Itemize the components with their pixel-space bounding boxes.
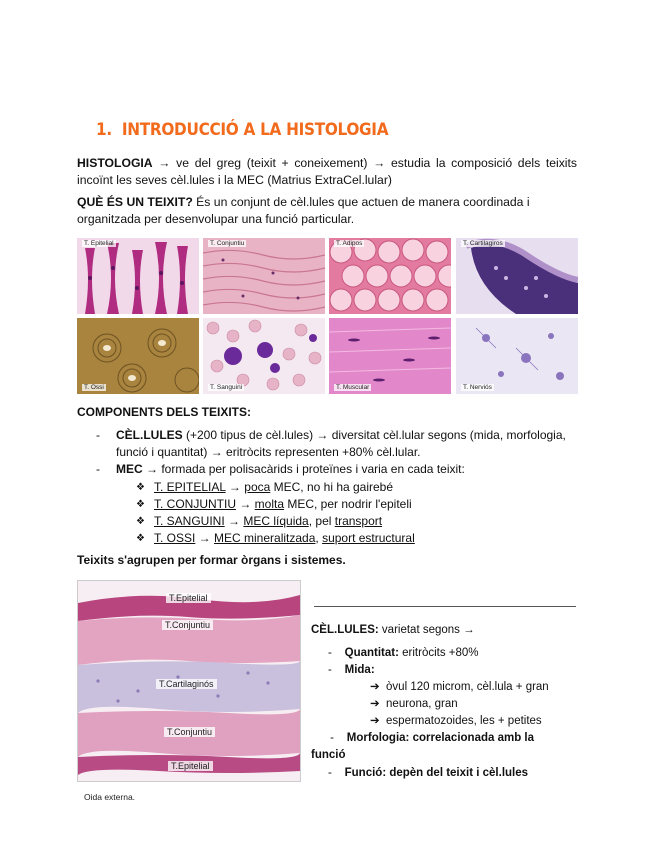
mida-subitem (370, 696, 458, 713)
teixit-definition (77, 194, 537, 228)
tissue-desc: MEC, no hi ha gairebé (270, 480, 394, 494)
divider-line (314, 606, 576, 607)
mida-term: Mida: (344, 664, 375, 676)
morfologia-item (311, 730, 556, 764)
figure-label: T.Cartilaginós (156, 679, 217, 689)
tissue-feature: molta (254, 497, 285, 511)
mec-tissue-list (136, 479, 574, 547)
arrow-bullet-icon: ➔ (370, 681, 387, 693)
arrow-text: → (236, 497, 255, 511)
figure-label: T.Epitelial (168, 761, 213, 771)
tissue-image-ossi (77, 318, 199, 394)
tissue-image-epitelial (77, 238, 199, 314)
epitelial-texture (77, 238, 199, 314)
ossi-texture (77, 318, 199, 394)
tissue-feature-2: suport estructural (322, 531, 415, 545)
diamond-bullet-icon: ❖ (136, 516, 145, 527)
funcio-text: Funció: depèn del teixit i cèl.lules (344, 767, 529, 779)
cells-heading-text: varietat segons → (378, 624, 475, 636)
tissue-image-cartilaginos (456, 238, 578, 314)
cartilaginos-texture (456, 238, 578, 314)
mida-subitem-text: òvul 120 microm, cèl.lula + gran (386, 681, 549, 693)
muscular-texture (329, 318, 451, 394)
mida-subitem-text: espermatozoides, les + petites (386, 715, 542, 727)
tissue-label: T. Nerviós (463, 384, 492, 391)
quantitat-term: Quantitat: (344, 647, 399, 659)
tissue-name: T. SANGUINI (154, 514, 225, 528)
tissue-image-nervios (456, 318, 578, 394)
cells-item (96, 427, 576, 461)
nervios-texture (456, 318, 578, 394)
cells-heading-term: CÈL.LULES: (311, 624, 379, 636)
dash-bullet: - (96, 428, 100, 442)
histologia-text: → ve del greg (teixit + coneixement) → estudia la composició dels teixits incoïnt les seves cèl.lules i la MEC (Matrius ExtraCel.lular) (77, 156, 577, 187)
mec-tissue-item (136, 513, 574, 530)
quantitat-item (328, 645, 479, 662)
tissue-label: T. Cartilagiros (463, 240, 503, 247)
figure-label: T.Conjuntiu (164, 727, 215, 737)
cells-term: CÈL.LULES (116, 428, 183, 442)
dash-bullet: - (96, 462, 100, 476)
arrow-text: → (225, 480, 245, 494)
components-heading: COMPONENTS DELS TEIXITS: (77, 405, 252, 419)
tissue-desc: MEC, per nodrir l'epiteli (284, 497, 412, 511)
tissue-label: T. Epitelial (84, 240, 114, 247)
section-title-text: INTRODUCCIÓ A LA HISTOLOGIA (121, 120, 389, 140)
arrow-text: → (224, 514, 244, 528)
dash-bullet: - (328, 767, 345, 779)
tissue-desc: , (315, 531, 323, 545)
figure-label: T.Conjuntiu (162, 620, 213, 630)
dash-bullet: - (328, 664, 345, 676)
tissue-image-adipos (329, 238, 451, 314)
teixit-text: És un conjunt de cèl.lules que actuen de manera coordinada i organitzada per desenvolupar una funció particular. (77, 195, 530, 226)
tissue-label: T. Sanguini (210, 384, 243, 391)
tissue-feature-2: transport (334, 514, 383, 528)
mec-tissue-item (136, 479, 574, 496)
mida-item (328, 662, 375, 679)
components-list (96, 427, 576, 478)
arrow-text: → (195, 531, 215, 545)
tissue-feature: MEC mineralitzada (214, 531, 316, 545)
mec-tissue-item (136, 496, 574, 513)
sanguini-texture (203, 318, 325, 394)
mec-text: → formada per polisacàrids i proteïnes i varia en cada teixit: (142, 462, 465, 476)
tissue-image-muscular (329, 318, 451, 394)
tissue-label: T. Conjuntiu (210, 240, 245, 247)
conjuntiu-texture (203, 238, 325, 314)
adipos-texture (329, 238, 451, 314)
dash-bullet: - (328, 647, 345, 659)
mec-term: MEC (116, 462, 143, 476)
tissue-name: T. CONJUNTIU (154, 497, 236, 511)
figure-caption: Oida externa. (84, 792, 136, 802)
arrow-bullet-icon: ➔ (370, 715, 387, 727)
mec-tissue-item (136, 530, 574, 547)
tissue-image-conjuntiu (203, 238, 325, 314)
tissue-desc: , pel (308, 514, 335, 528)
mida-subitem (370, 713, 542, 730)
tissue-image-sanguini (203, 318, 325, 394)
section-number: 1. (96, 120, 112, 140)
diamond-bullet-icon: ❖ (136, 499, 145, 510)
tissue-feature: poca (244, 480, 271, 494)
diamond-bullet-icon: ❖ (136, 533, 145, 544)
histologia-term: HISTOLOGIA (77, 156, 153, 170)
histologia-definition (77, 155, 577, 189)
diamond-bullet-icon: ❖ (136, 482, 145, 493)
dash-bullet: - (311, 732, 347, 744)
figure-label: T.Epitelial (166, 593, 211, 603)
tissue-feature: MEC líquida (243, 514, 309, 528)
arrow-bullet-icon: ➔ (370, 698, 387, 710)
teixit-term: QUÈ ÉS UN TEIXIT? (77, 195, 193, 209)
mec-item (96, 461, 576, 478)
organs-line: Teixits s'agrupen per formar òrgans i sistemes. (77, 553, 346, 567)
quantitat-text: eritròcits +80% (398, 647, 479, 659)
cells-text: (+200 tipus de cèl.lules) → diversitat cèl.lular segons (mida, morfologia, funció i quantitat) → eritròcits representen +80% cèl.lular. (116, 428, 566, 459)
funcio-item (328, 765, 528, 782)
tissue-label: T. Muscular (336, 384, 370, 391)
morfologia-text: Morfologia: correlacionada amb la funció (311, 732, 535, 761)
tissue-name: T. EPITELIAL (154, 480, 226, 494)
tissue-name: T. OSSI (154, 531, 196, 545)
mida-subitem-text: neurona, gran (386, 698, 458, 710)
tissue-label: T. Ossi (84, 384, 104, 391)
cells-heading (311, 622, 475, 639)
ear-histology-image (77, 580, 301, 782)
mida-subitem (370, 679, 549, 696)
section-title (96, 120, 388, 140)
tissue-label: T. Adipos (336, 240, 363, 247)
